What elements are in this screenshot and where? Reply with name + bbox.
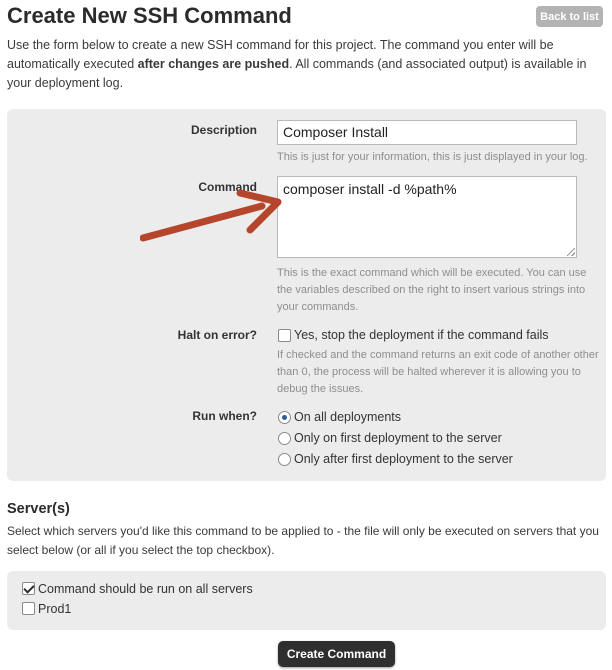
run-after-first-radio[interactable] bbox=[278, 453, 291, 466]
all-servers-checkbox[interactable] bbox=[22, 582, 35, 595]
halt-on-error-help: If checked and the command returns an exit code of another other than 0, the process will be halted wherever it is allowing you to debug the issues. bbox=[277, 349, 599, 395]
run-on-all-label[interactable]: On all deployments bbox=[294, 410, 402, 424]
servers-panel bbox=[7, 571, 606, 630]
description-input[interactable]: Composer Install bbox=[277, 120, 577, 145]
run-when-label: Run when? bbox=[192, 409, 257, 423]
command-textarea[interactable] bbox=[277, 176, 577, 258]
run-after-first-label[interactable]: Only after first deployment to the server bbox=[294, 452, 513, 466]
run-first-only-label[interactable]: Only on first deployment to the server bbox=[294, 431, 502, 445]
prod1-checkbox[interactable] bbox=[22, 602, 35, 615]
back-to-list-button[interactable]: Back to list bbox=[536, 6, 603, 27]
command-value: composer install -d %path% bbox=[283, 181, 457, 197]
halt-on-error-label: Halt on error? bbox=[177, 328, 257, 342]
halt-on-error-checkbox[interactable] bbox=[278, 329, 291, 342]
prod1-label[interactable]: Prod1 bbox=[38, 602, 72, 616]
halt-on-error-option[interactable]: Yes, stop the deployment if the command fails bbox=[294, 328, 549, 342]
description-label: Description bbox=[190, 123, 257, 137]
arrow-icon bbox=[140, 190, 290, 250]
intro-text: Use the form below to create a new SSH command for this project. The command you enter will be automatically executed after changes are pushed. All commands (and associated output) is available in your deployment log. bbox=[7, 38, 587, 90]
resize-handle[interactable] bbox=[567, 248, 575, 256]
run-on-all-radio[interactable] bbox=[278, 411, 291, 424]
page-title: Create New SSH Command bbox=[7, 3, 292, 28]
create-command-button[interactable]: Create Command bbox=[278, 641, 395, 667]
command-help: This is the exact command which will be executed. You can use the variables described on the right to insert various strings into your commands. bbox=[277, 267, 587, 313]
servers-section-title: Server(s) bbox=[7, 501, 70, 517]
run-first-only-radio[interactable] bbox=[278, 432, 291, 445]
command-label: Command bbox=[198, 180, 257, 194]
description-help: This is just for your information, this is just displayed in your log. bbox=[277, 151, 588, 163]
all-servers-label[interactable]: Command should be run on all servers bbox=[38, 582, 253, 596]
form-panel bbox=[7, 109, 606, 481]
servers-description: Select which servers you'd like this command to be applied to - the file will only be executed on servers that you select below (or all if you select the top checkbox). bbox=[7, 524, 599, 557]
